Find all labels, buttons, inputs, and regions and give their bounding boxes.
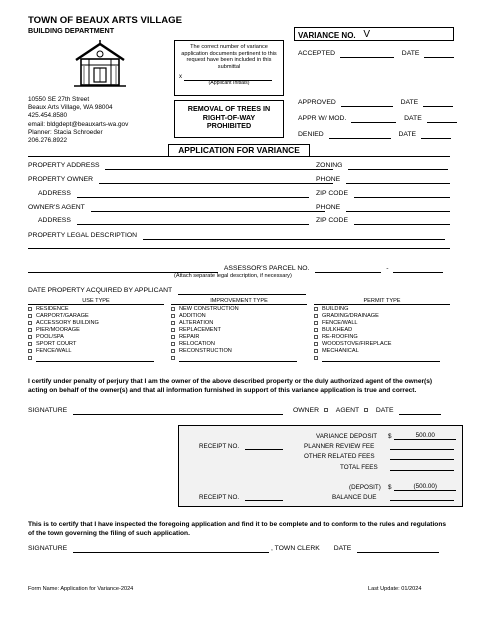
initials-prefix: x [179, 74, 182, 81]
variance-deposit-label: VARIANCE DEPOSIT [316, 433, 378, 440]
checkbox-icon [314, 307, 318, 311]
permit-other[interactable] [314, 355, 450, 362]
use-type-other[interactable] [28, 355, 164, 362]
permit-grading[interactable]: GRADING/DRAINAGE [314, 313, 450, 320]
parcel-prefix-field[interactable] [28, 266, 218, 273]
improvement-other[interactable] [171, 355, 307, 362]
permit-other-field[interactable] [322, 355, 440, 362]
use-type-column [28, 298, 164, 362]
street-address: 10550 SE 27th Street [28, 96, 90, 103]
variance-letter: V [363, 29, 371, 40]
signature-date-label: DATE [375, 407, 394, 414]
approved-date-field[interactable] [423, 100, 453, 107]
clerk-signature-label: SIGNATURE [28, 545, 68, 552]
parcel-label: ASSESSOR'S PARCEL NO. [223, 265, 310, 272]
checkbox-icon [28, 307, 32, 311]
permit-reroofing[interactable]: RE-ROOFING [314, 334, 450, 341]
checkbox-icon [171, 314, 175, 318]
parcel-dash: - [386, 265, 389, 272]
deposit-credit-label: (DEPOSIT) [349, 484, 381, 491]
planner-name: Planner: Stacia Schroeder [28, 128, 103, 136]
property-address-label: PROPERTY ADDRESS [28, 162, 100, 169]
accepted-field[interactable] [340, 51, 394, 58]
variance-box [294, 27, 454, 41]
planner-review-field[interactable] [390, 443, 454, 450]
appr-mod-date-label: DATE [404, 115, 422, 122]
owners-agent-label: OWNER'S AGENT [28, 204, 85, 211]
approved-field[interactable] [341, 100, 393, 107]
use-type-pier[interactable]: PIER/MOORAGE [28, 327, 164, 334]
improvement-other-field[interactable] [179, 355, 297, 362]
use-type-header: USE TYPE [28, 298, 164, 305]
clerk-date-field[interactable] [357, 546, 439, 553]
town-clerk-label: , TOWN CLERK [270, 545, 320, 552]
parcel-number-field[interactable] [315, 266, 381, 273]
signature-date-field[interactable] [399, 408, 441, 415]
parcel-suffix-field[interactable] [393, 266, 443, 273]
applicant-certification: I certify under penalty of perjury that I am the owner of the above described property or the duly authorized agent of the owner(s) acting on behalf of the owner(s) and that all information furnished in support of this variance application is true and correct. [28, 378, 433, 395]
checkbox-icon [314, 314, 318, 318]
department-name: BUILDING DEPARTMENT [28, 26, 115, 35]
checkbox-icon [314, 349, 318, 353]
clerk-signature-field[interactable] [73, 546, 269, 553]
improvement-new[interactable]: NEW CONSTRUCTION [171, 306, 307, 313]
agent-option-label: AGENT [335, 407, 360, 414]
legal-description-line-2[interactable] [28, 248, 450, 249]
checkbox-icon [28, 321, 32, 325]
form-name: Form Name: Application for Variance-2024 [28, 586, 134, 592]
owner-phone-label: PHONE [316, 176, 341, 183]
total-fees-field[interactable] [390, 464, 454, 471]
agent-address-field[interactable] [77, 218, 309, 225]
last-update: Last Update: 01/2024 [368, 586, 422, 592]
checkbox-icon [314, 356, 318, 360]
improvement-repair[interactable]: REPAIR [171, 334, 307, 341]
denied-field[interactable] [329, 132, 391, 139]
agent-zip-label: ZIP CODE [316, 217, 348, 224]
checkbox-icon [171, 349, 175, 353]
receipt-no-field-2[interactable] [245, 494, 283, 501]
checkbox-icon [28, 335, 32, 339]
checkbox-icon [28, 356, 32, 360]
zoning-field[interactable] [348, 163, 448, 170]
denied-date-label: DATE [398, 131, 417, 138]
accepted-date-label: DATE [401, 50, 420, 57]
total-fees-label: TOTAL FEES [340, 464, 378, 471]
use-type-carport[interactable]: CARPORT/GARAGE [28, 313, 164, 320]
applicant-signature-label: SIGNATURE [28, 407, 68, 414]
agent-checkbox[interactable] [364, 408, 368, 412]
use-type-sport-court[interactable]: SPORT COURT [28, 341, 164, 348]
phone-number: 425.454.8580 [28, 112, 68, 120]
checkbox-icon [171, 307, 175, 311]
appr-mod-date-field[interactable] [427, 116, 457, 123]
owner-address-label: ADDRESS [38, 190, 71, 197]
owner-option-label: OWNER [292, 407, 319, 414]
permit-bulkhead[interactable]: BULKHEAD [314, 327, 450, 334]
checkbox-icon [171, 356, 175, 360]
submittal-notice-box [174, 40, 284, 96]
use-type-fence[interactable]: FENCE/WALL [28, 348, 164, 355]
zoning-label: ZONING [316, 162, 343, 169]
agent-phone-field[interactable] [346, 205, 450, 212]
use-type-residence[interactable]: RESIDENCE [28, 306, 164, 313]
improvement-relocation[interactable]: RELOCATION [171, 341, 307, 348]
use-type-accessory[interactable]: ACCESSORY BUILDING [28, 320, 164, 327]
use-type-other-field[interactable] [36, 355, 154, 362]
denied-date-field[interactable] [421, 132, 451, 139]
receipt-no-field-1[interactable] [245, 443, 283, 450]
variance-deposit-field[interactable] [394, 433, 456, 440]
checkbox-icon [314, 328, 318, 332]
checkbox-icon [314, 342, 318, 346]
agent-address-label: ADDRESS [38, 217, 71, 224]
checkbox-icon [28, 342, 32, 346]
accepted-label: ACCEPTED [298, 50, 336, 57]
balance-due-field[interactable] [390, 494, 454, 501]
checkbox-icon [28, 328, 32, 332]
legal-description-field[interactable] [143, 233, 445, 240]
initials-label: (Applicant Initials) [208, 80, 250, 87]
other-fees-label: OTHER RELATED FEES [304, 453, 375, 460]
checkbox-icon [28, 314, 32, 318]
checkbox-icon [171, 328, 175, 332]
owner-phone-field[interactable] [346, 177, 450, 184]
receipt-no-label-2: RECEIPT NO. [199, 494, 240, 501]
improvement-addition[interactable]: ADDITION [171, 313, 307, 320]
title-rule [28, 156, 450, 157]
other-fees-field[interactable] [390, 453, 454, 460]
permit-mechanical[interactable]: MECHANICAL [314, 348, 450, 355]
checkbox-icon [314, 321, 318, 325]
town-logo [72, 40, 128, 90]
deposit-credit-value: (500.00) [413, 483, 437, 491]
permit-type-header: PERMIT TYPE [314, 298, 450, 305]
appr-mod-field[interactable] [351, 116, 396, 123]
approved-date-label: DATE [400, 99, 419, 106]
improvement-type-header: IMPROVEMENT TYPE [171, 298, 307, 305]
variance-deposit-value: 500.00 [415, 432, 435, 440]
owner-zip-field[interactable] [354, 191, 450, 198]
deposit-credit-field[interactable] [394, 484, 456, 491]
owner-address-field[interactable] [77, 191, 309, 198]
clerk-date-label: DATE [333, 545, 352, 552]
date-acquired-field[interactable] [178, 288, 306, 295]
checkbox-icon [314, 335, 318, 339]
denied-label: DENIED [298, 131, 324, 138]
form-title-text: APPLICATION FOR VARIANCE [178, 145, 300, 155]
approved-label: APPROVED [298, 99, 336, 106]
town-name: TOWN OF BEAUX ARTS VILLAGE [28, 15, 183, 26]
department-contact [28, 96, 128, 145]
property-owner-field[interactable] [99, 177, 333, 184]
city-address: Beaux Arts Village, WA 98004 [28, 104, 113, 112]
use-type-pool[interactable]: POOL/SPA [28, 334, 164, 341]
clerk-certification: This is to certify that I have inspected the foregoing application and find it to be complete and to conform to the rules and regulations of the town governing the filing of such application. [28, 521, 447, 538]
permit-woodstove[interactable]: WOODSTOVE/FIREPLACE [314, 341, 450, 348]
trees-notice-box [174, 100, 284, 138]
date-acquired-label: DATE PROPERTY ACQUIRED BY APPLICANT [28, 287, 173, 294]
improvement-replacement[interactable]: REPLACEMENT [171, 327, 307, 334]
improvement-type-column [171, 298, 307, 362]
agent-phone-label: PHONE [316, 204, 341, 211]
email-address: email: bldgdept@beauxarts-wa.gov [28, 120, 129, 128]
checkbox-icon [171, 335, 175, 339]
permit-fence[interactable]: FENCE/WALL [314, 320, 450, 327]
permit-building[interactable]: BUILDING [314, 306, 450, 313]
owner-checkbox[interactable] [324, 408, 328, 412]
improvement-alteration[interactable]: ALTERATION [171, 320, 307, 327]
variance-number-label: VARIANCE NO. [298, 31, 356, 40]
planner-review-label: PLANNER REVIEW FEE [304, 443, 375, 450]
credit-dollar-sign: $ [388, 484, 392, 491]
agent-zip-field[interactable] [354, 218, 450, 225]
legal-description-label: PROPERTY LEGAL DESCRIPTION [28, 232, 138, 239]
trees-notice: REMOVAL OF TREES IN RIGHT-OF-WAY PROHIBITED [187, 104, 271, 131]
checkbox-icon [171, 321, 175, 325]
parcel-note: (Attach separate legal description, if necessary) [174, 273, 292, 279]
planner-phone: 206.276.8922 [28, 137, 68, 145]
balance-due-label: BALANCE DUE [332, 494, 377, 501]
owners-agent-field[interactable] [91, 205, 325, 212]
owner-zip-label: ZIP CODE [316, 190, 348, 197]
applicant-signature-field[interactable] [73, 408, 283, 415]
checkbox-icon [171, 342, 175, 346]
improvement-reconstruction[interactable]: RECONSTRUCTION [171, 348, 307, 355]
property-address-field[interactable] [105, 163, 333, 170]
submittal-notice: The correct number of variance application documents pertinent to this request have been included in this submittal [181, 44, 277, 70]
accepted-date-field[interactable] [424, 51, 454, 58]
appr-mod-label: APPR W/ MOD. [298, 115, 347, 122]
deposit-dollar-sign: $ [388, 433, 392, 440]
permit-type-column [314, 298, 450, 362]
checkbox-icon [28, 349, 32, 353]
property-owner-label: PROPERTY OWNER [28, 176, 94, 183]
receipt-no-label-1: RECEIPT NO. [199, 443, 240, 450]
